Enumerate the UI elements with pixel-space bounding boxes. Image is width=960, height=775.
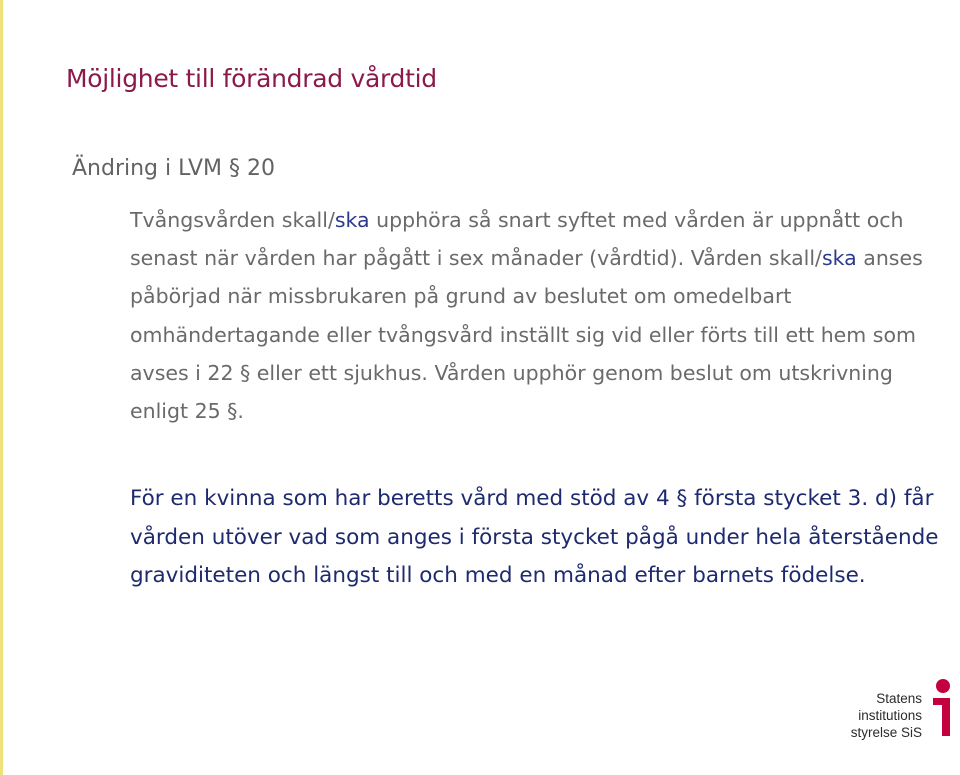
logo-line-3: styrelse SiS [850, 725, 922, 740]
logo-line-1: Statens [876, 691, 922, 706]
paragraph-segment: anses påbörjad när missbrukaren på grund av beslutet om omedelbart omhändertagande eller tvångsvård inställt sig vid eller förts till ett hem som avses i 22 § eller ett sjukhus. Vården upphör genom beslut om utskrivning enligt 25 §. [130, 246, 923, 424]
paragraph-segment-highlight: ska [334, 208, 370, 232]
paragraph-segment: Tvångsvården skall/ [130, 208, 335, 232]
paragraph-duration-rules [130, 201, 945, 430]
paragraph-segment-highlight: ska [821, 246, 857, 271]
logo-text [851, 690, 922, 741]
logo-line-2: institutions [858, 708, 922, 723]
section-heading: Ändring i LVM § 20 [72, 156, 275, 181]
left-accent-bar [0, 0, 3, 775]
paragraph-pregnancy-rule: För en kvinna som har beretts vård med stöd av 4 § första stycket 3. d) får vården utöver vad som anges i första stycket pågå under hela återstående graviditeten och längst till och med en månad efter barnets födelse. [130, 486, 939, 588]
sis-logo [852, 672, 960, 742]
slide-title: Möjlighet till förändrad vårdtid [66, 64, 437, 93]
paragraph-segment: upphöra så snart syftet med vården är uppnått och senast när vården har pågått i sex månader (vårdtid). Vården skall/ [130, 208, 904, 271]
sis-i-mark-icon [928, 678, 954, 738]
